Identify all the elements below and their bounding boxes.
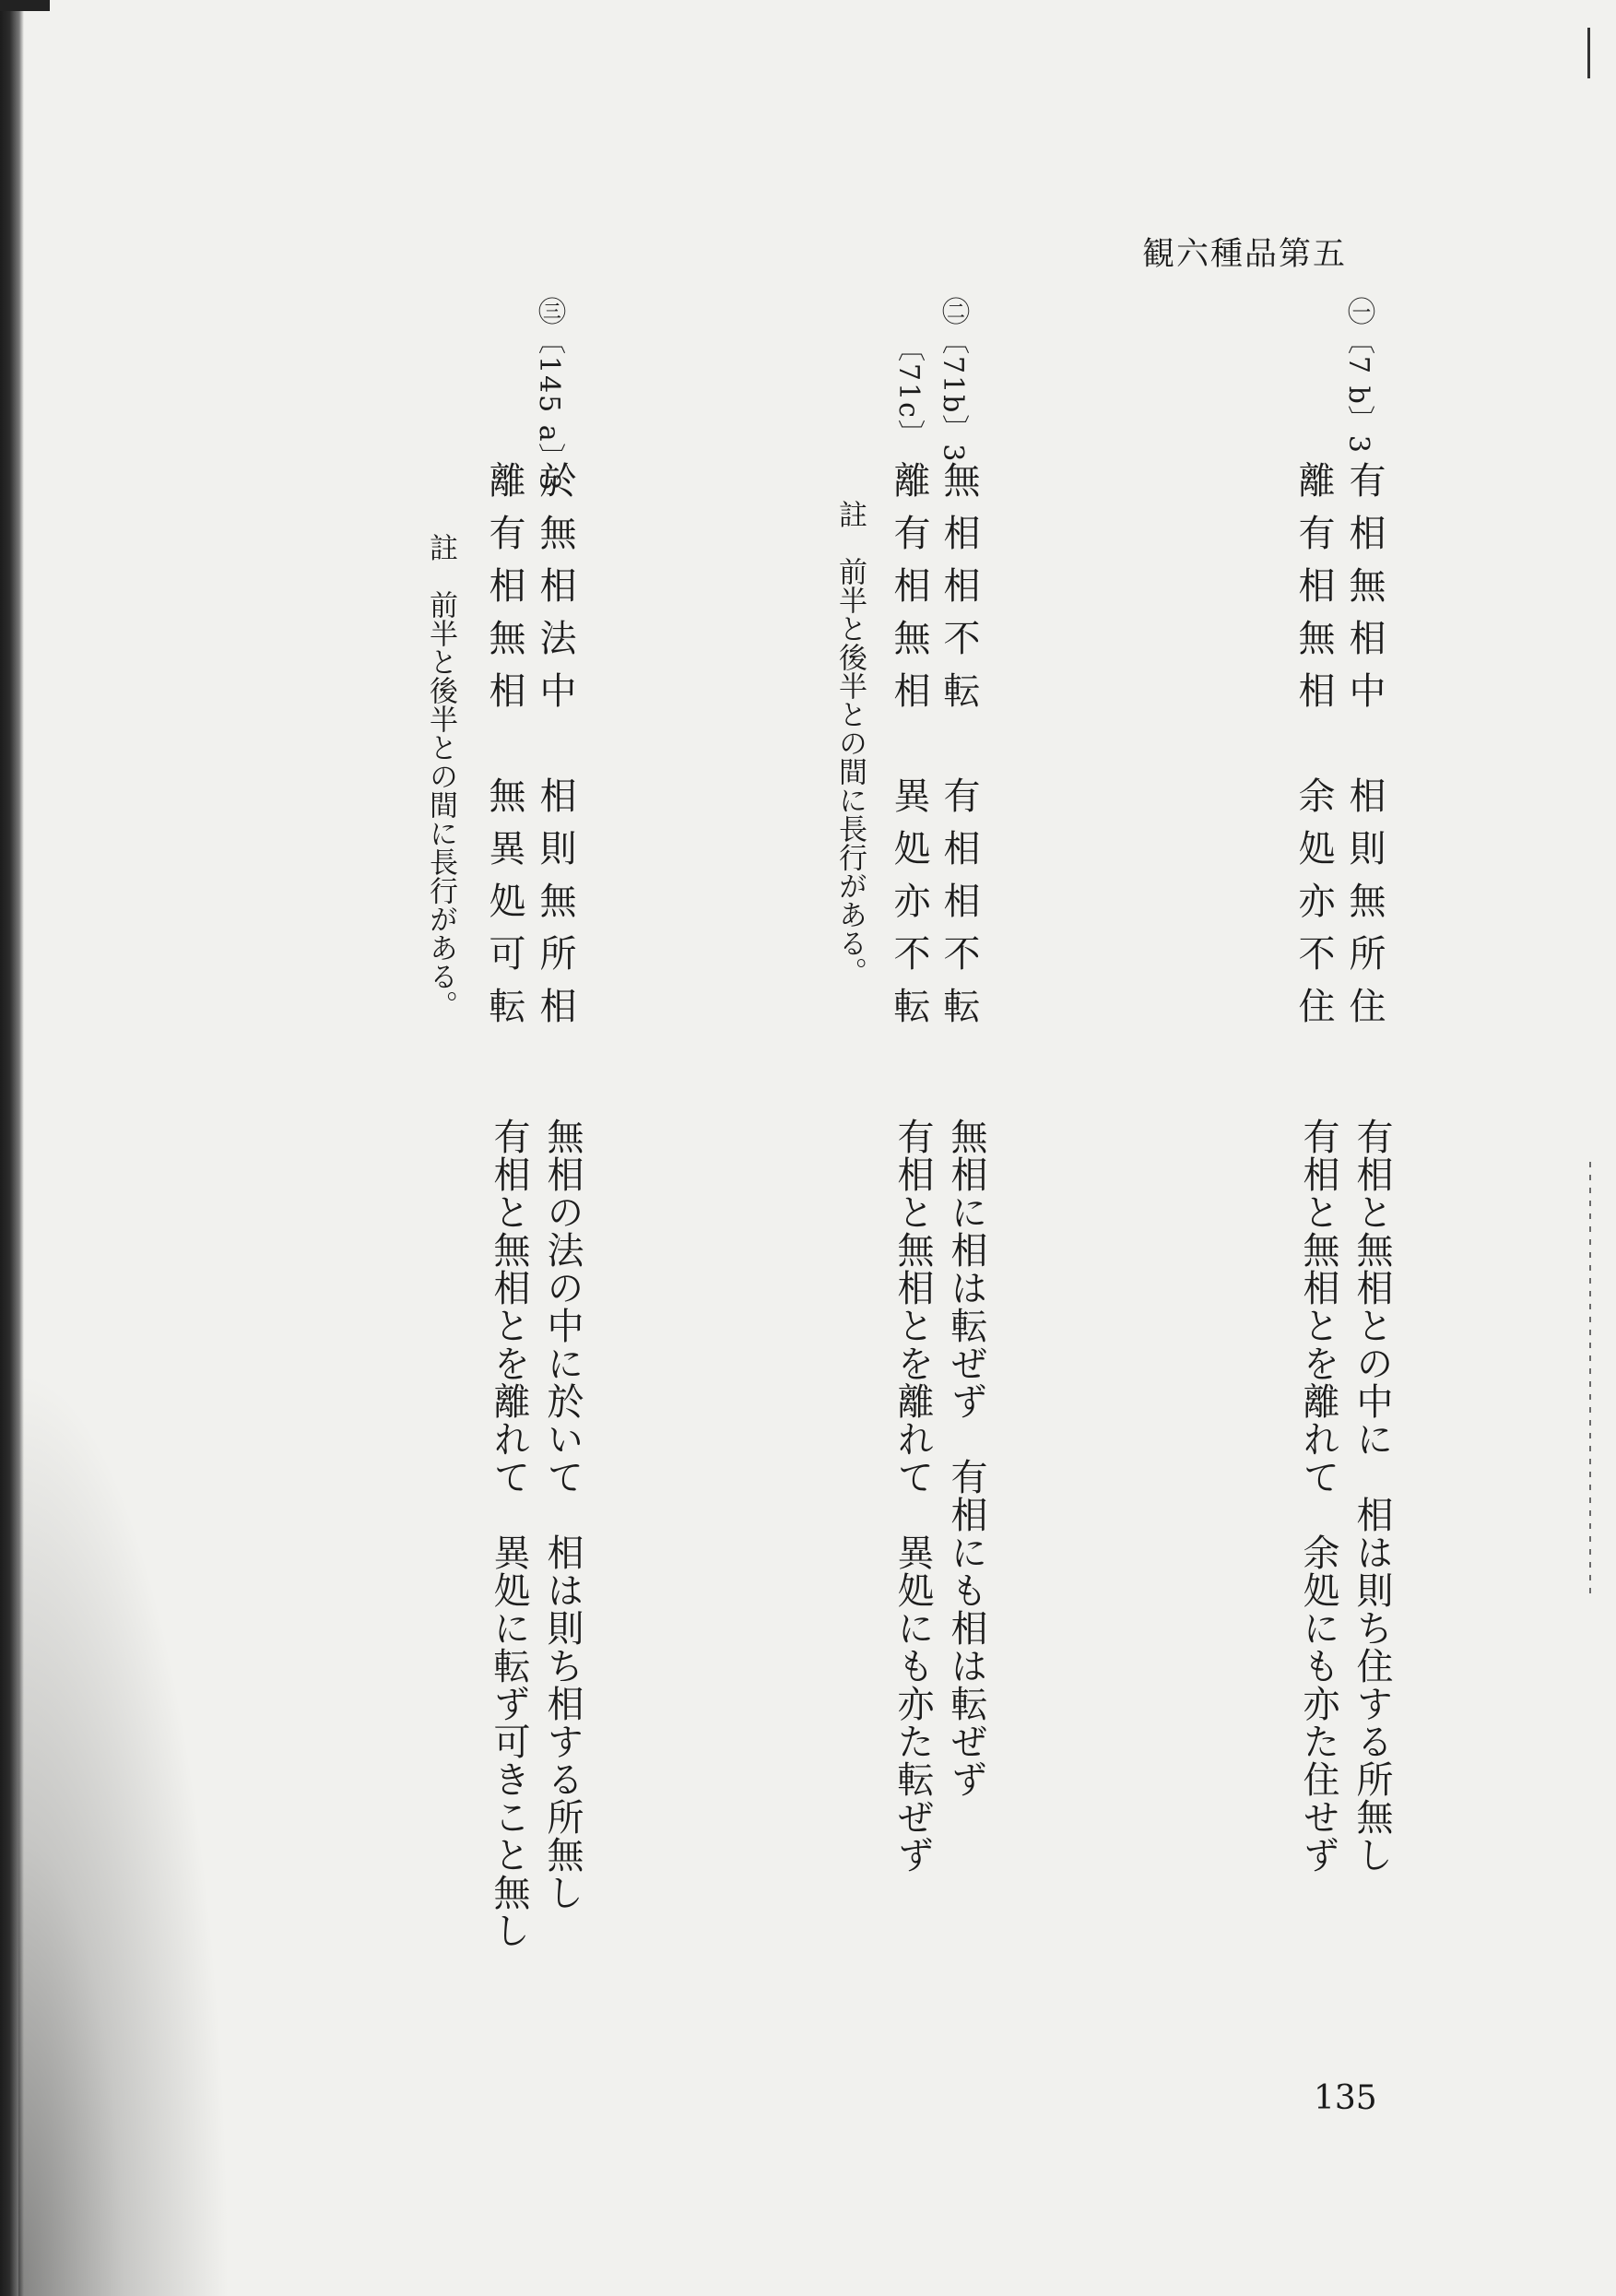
verse-1-translation-1: 有相と無相との中に 相は則ち住する所無し	[1351, 1118, 1393, 1874]
verse-2-reference: ㊁〔71b〕3	[937, 297, 969, 464]
verse-2-reference-extra: 〔71c〕	[892, 334, 925, 449]
margin-dashes	[1589, 1162, 1591, 1595]
verse-1-line-2: 離有相無相 余処亦不住	[1292, 461, 1335, 1039]
verse-1-reference: ㊀〔7 b〕3	[1342, 297, 1374, 455]
scan-shadow	[18, 1365, 230, 2296]
page-number: 135	[1314, 2079, 1377, 2117]
verse-2-line-1: 無相相不転 有相相不転	[938, 461, 980, 1039]
verse-3-translation-1: 無相の法の中に於いて 相は則ち相する所無し	[541, 1118, 584, 1911]
verse-2-line-2: 離有相無相 異処亦不転	[888, 461, 930, 1039]
margin-mark	[1587, 28, 1590, 78]
running-header: 観六種品第五	[1141, 236, 1347, 273]
verse-3-line-1: 於無相法中 相則無所相	[534, 461, 576, 1039]
verse-3-reference: ㊂〔145 a〕3	[533, 297, 565, 492]
binding-corner-mark	[0, 0, 50, 11]
verse-2-translation-2: 有相と無相とを離れて 異処にも亦た転ぜず	[891, 1118, 934, 1874]
verse-2-note: 註 前半と後半との間に長行がある。	[833, 500, 867, 986]
verse-3-translation-2: 有相と無相とを離れて 異処に転ず可きこと無し	[488, 1118, 530, 1949]
verse-3-note: 註 前半と後半との間に長行がある。	[424, 533, 457, 1019]
verse-1-line-1: 有相無相中 相則無所住	[1343, 461, 1386, 1039]
verse-3-line-2: 離有相無相 無異処可転	[483, 461, 525, 1039]
verse-2-translation-1: 無相に相は転ぜず 有相にも相は転ぜず	[945, 1118, 987, 1798]
verse-1-translation-2: 有相と無相とを離れて 余処にも亦た住せず	[1297, 1118, 1339, 1874]
